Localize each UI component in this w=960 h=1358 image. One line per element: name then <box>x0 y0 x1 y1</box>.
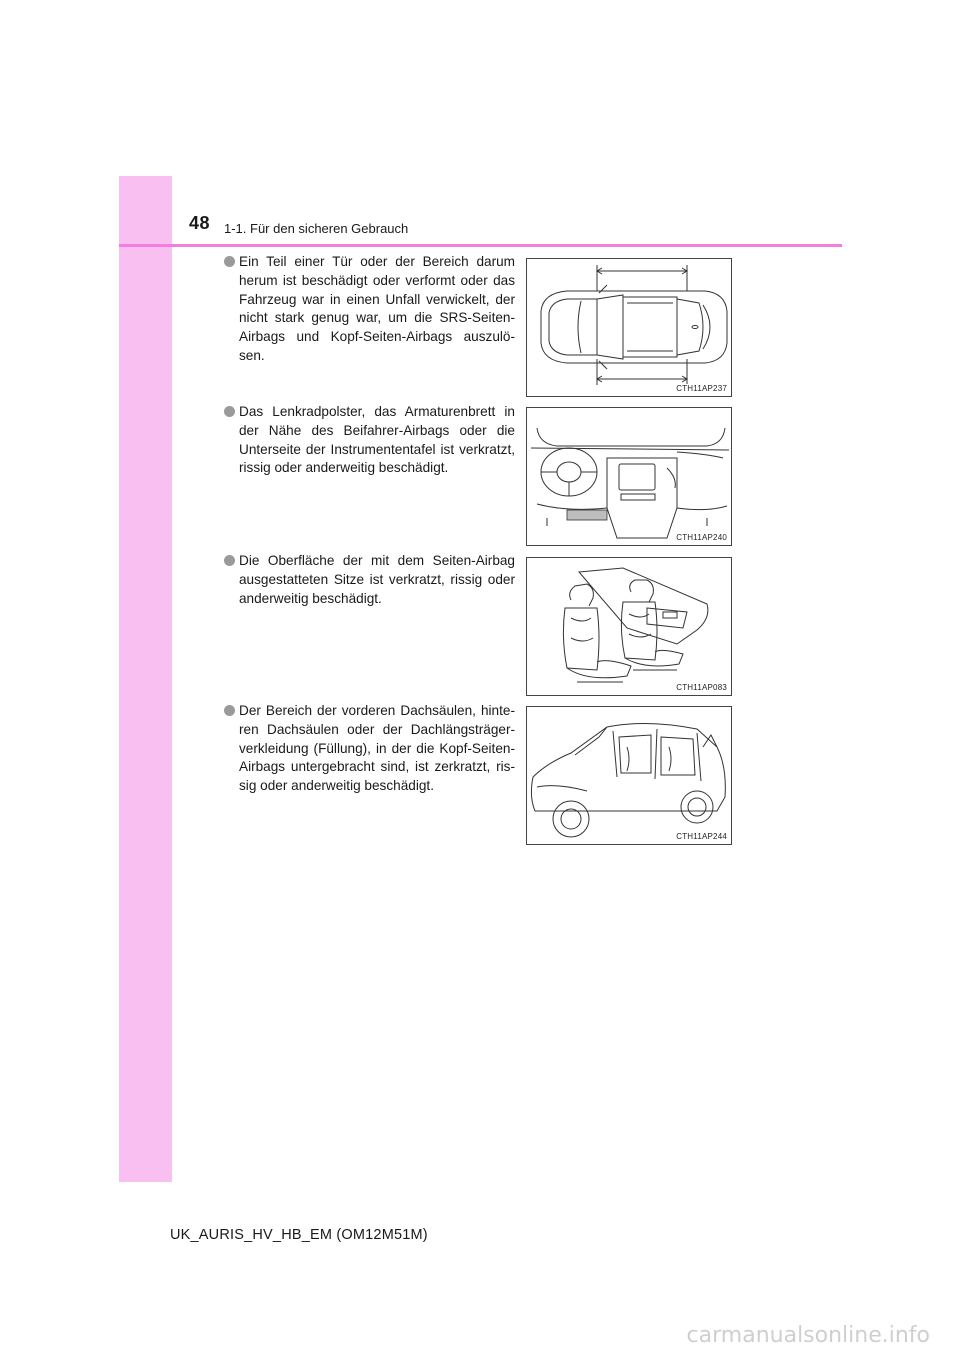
dashboard-illustration <box>527 408 732 546</box>
car-top-view-illustration <box>527 259 732 397</box>
list-item <box>224 253 515 366</box>
car-side-view-illustration <box>527 707 732 845</box>
figure-code: CTH11AP244 <box>676 832 727 841</box>
document-code: UK_AURIS_HV_HB_EM (OM12M51M) <box>170 1227 428 1243</box>
figure-car-side-view <box>526 706 732 845</box>
front-seats-illustration <box>527 558 732 696</box>
bullet-icon <box>224 406 235 417</box>
page-number: 48 <box>189 213 211 233</box>
figure-code: CTH11AP083 <box>676 683 727 692</box>
figure-code: CTH11AP240 <box>676 533 727 542</box>
list-item-text: Ein Teil einer Tür oder der Bereich darum herum ist beschädigt oder verformt oder das Fahrzeug war in einen Unfall verwickelt, der nicht stark genug war, um die SRS-Seiten-Airbags und Kopf-Seiten-Airbags auszulö-sen. <box>239 254 515 363</box>
bullet-icon <box>224 256 235 267</box>
list-item-text: Der Bereich der vorderen Dachsäulen, hinte-ren Dachsäulen oder der Dachlängsträger-verkleidung (Füllung), in der die Kopf-Seiten-Airbags untergebracht sind, ist zerkratzt, ris-sig oder anderweitig beschädigt. <box>239 703 515 794</box>
figure-car-top-view <box>526 258 732 397</box>
section-title: 1-1. Für den sicheren Gebrauch <box>224 221 409 236</box>
figure-code: CTH11AP237 <box>676 384 727 393</box>
bullet-icon <box>224 555 235 566</box>
list-item-text: Das Lenkradpolster, das Armaturenbrett in der Nähe des Beifahrer-Airbags oder die Unterseite der Instrumententafel ist verkratzt, rissig oder anderweitig beschädigt. <box>239 404 515 476</box>
list-item-text: Die Oberfläche der mit dem Seiten-Airbag ausgestatteten Sitze ist verkratzt, rissig oder anderweitig beschädigt. <box>239 553 515 606</box>
figure-front-seats <box>526 557 732 696</box>
header-rule <box>119 244 842 247</box>
side-color-band <box>119 176 172 1182</box>
list-item <box>224 702 515 796</box>
figure-dashboard <box>526 407 732 546</box>
list-item <box>224 403 515 478</box>
watermark: carmanualsonline.info <box>686 1323 930 1348</box>
list-item <box>224 552 515 608</box>
bullet-icon <box>224 705 235 716</box>
